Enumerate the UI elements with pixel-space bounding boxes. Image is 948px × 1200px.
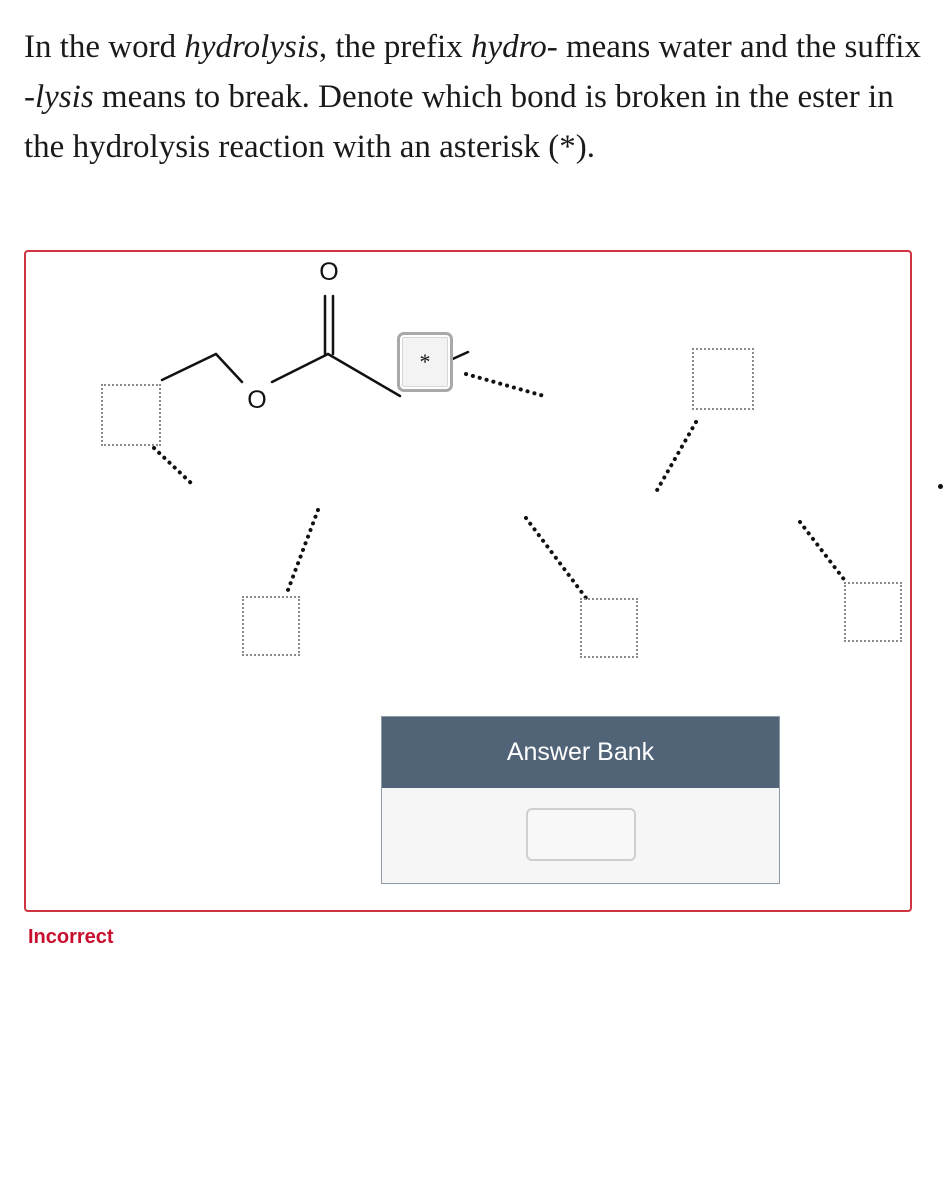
leader-line-target-5 (800, 522, 846, 582)
question-text: In the word hydrolysis, the prefix hydro- means water and the suffix -lysis means to break. Denote which bond is broken in the ester in the hydrolysis reaction with an asterisk (*). (24, 29, 921, 165)
leader-line-placed (466, 374, 544, 396)
term-suffix: -lysis (24, 79, 94, 115)
leader-line-target-4 (656, 422, 696, 492)
bond-ester-oxygen-carbonyl (272, 354, 328, 382)
leader-line-target-2 (288, 510, 318, 590)
term-prefix: hydro- (470, 29, 558, 65)
bond-ch2-ester-oxygen (216, 354, 242, 382)
leader-line-target-1 (154, 448, 192, 484)
drop-target-4[interactable] (692, 348, 754, 410)
ester-oxygen-label: O (247, 386, 267, 414)
drop-target-2[interactable] (242, 596, 300, 656)
answer-bank-title: Answer Bank (382, 717, 779, 788)
status-incorrect: Incorrect (28, 926, 114, 948)
leader-line-target-3 (526, 518, 586, 598)
drop-target-3[interactable] (580, 598, 638, 658)
placed-asterisk-label[interactable]: * (397, 332, 453, 392)
bond-carbonyl-alpha-carbon (328, 354, 400, 396)
answer-bank (381, 716, 780, 884)
edge-marker (938, 484, 943, 489)
drop-target-1[interactable] (101, 384, 161, 446)
answer-bank-slot[interactable] (526, 808, 636, 861)
carbonyl-oxygen-label: O (319, 258, 339, 286)
bond-ethyl-ch3-ch2 (162, 354, 216, 380)
labeling-workspace (24, 250, 912, 912)
term-hydrolysis: hydrolysis (184, 29, 319, 65)
drop-target-5[interactable] (844, 582, 902, 642)
